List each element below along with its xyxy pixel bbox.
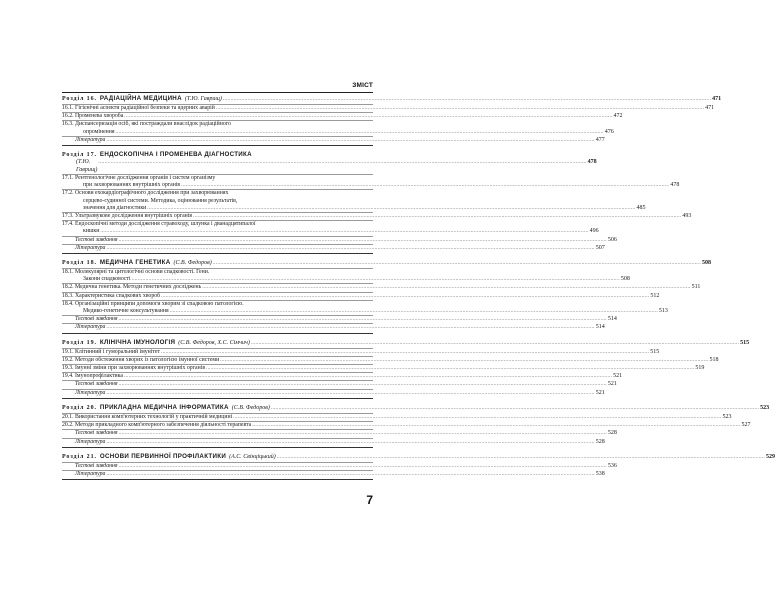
toc-entry[interactable] — [62, 104, 715, 112]
toc-entry[interactable] — [62, 189, 646, 212]
entry-body — [75, 113, 623, 120]
entry-number: 19.3. — [62, 365, 74, 372]
section-title: РАДІАЦІЙНА МЕДИЦИНА — [99, 95, 182, 102]
header-rule — [62, 92, 373, 93]
entry-text: Література — [75, 244, 106, 251]
section-author: (С.В. Федоров) — [231, 404, 270, 411]
entry-body — [75, 137, 605, 144]
entry-page: 513 — [658, 308, 668, 315]
entry-line — [75, 121, 614, 128]
section-page: 478 — [587, 159, 597, 166]
entry-text: Ультразвукове дослідження внутрішніх органів — [75, 213, 193, 220]
toc-extra-entry[interactable] — [62, 429, 617, 437]
entry-text: Тестові завдання — [75, 236, 118, 243]
dot-leader — [206, 365, 694, 372]
dot-leader — [251, 340, 739, 348]
entry-text: Медична генетика. Методи генетичних досліджень — [75, 284, 202, 291]
entry-page: 478 — [670, 182, 680, 189]
toc-entry[interactable] — [62, 112, 623, 120]
entry-body — [75, 221, 599, 235]
entry-page: 528 — [595, 438, 605, 445]
entry-number: 19.2. — [62, 356, 74, 363]
entry-text: Література — [75, 324, 106, 331]
section-author: (Т.Ю. Гаврищ) — [76, 159, 98, 173]
entry-text: Тестові завдання — [75, 316, 118, 323]
entry-body — [75, 301, 668, 315]
entry-line — [75, 293, 659, 300]
entry-text: Ендоскопічні методи дослідження стравоходу, шлунка і дванадцятипалої — [75, 221, 256, 228]
entry-text: Література — [75, 438, 106, 445]
toc-section — [62, 95, 722, 146]
entry-text: Закони спадковості — [83, 276, 131, 283]
entry-text: Методи обстеження хворих із патологією імунної системи — [75, 356, 220, 363]
dot-leader — [100, 228, 588, 235]
entry-line — [75, 205, 646, 212]
entry-page: 512 — [650, 292, 660, 299]
toc-entry[interactable] — [62, 174, 680, 189]
entry-line — [75, 175, 679, 182]
section-title: ПРИКЛАДНА МЕДИЧНА ІНФОРМАТИКА — [99, 403, 229, 411]
entry-body — [75, 213, 691, 220]
entry-text: Медико-генетичне консультування — [83, 308, 169, 315]
entry-page: 521 — [613, 373, 623, 380]
entry-body — [75, 390, 605, 397]
entry-line — [75, 237, 617, 244]
entry-text: Тестові завдання — [75, 381, 118, 388]
entry-number: 17.4. — [62, 221, 74, 228]
entry-number: 18.4. — [62, 300, 74, 307]
toc-extra-entry[interactable] — [62, 136, 605, 144]
entry-line — [75, 430, 617, 437]
dot-leader — [124, 373, 612, 380]
dot-leader — [106, 137, 594, 144]
entry-body — [75, 175, 679, 189]
entry-text: Рентгенологічне дослідження органів і систем організму — [75, 175, 216, 182]
entry-line — [75, 324, 605, 331]
section-number: Розділ 18. — [62, 260, 97, 267]
entry-line — [75, 221, 599, 228]
entry-number: 16.3. — [62, 121, 74, 128]
toc-extra-entry[interactable] — [62, 389, 605, 397]
entry-text: при захворюваннях внутрішніх органів — [83, 182, 181, 189]
section-number: Розділ 16. — [62, 96, 97, 102]
toc-entry[interactable] — [62, 268, 630, 283]
table-of-contents — [62, 95, 775, 485]
entry-page: 523 — [722, 413, 732, 420]
entry-line — [75, 113, 623, 120]
entry-body — [75, 349, 659, 356]
toc-entry[interactable] — [62, 120, 614, 135]
entry-line — [75, 463, 617, 470]
dot-leader — [233, 414, 721, 421]
entry-body — [75, 471, 605, 478]
toc-extra-entry[interactable] — [62, 380, 617, 388]
toc-entry[interactable] — [62, 348, 660, 356]
entry-text: Основи ехокардіографічного дослідження при захворюваннях — [75, 190, 229, 197]
entry-body — [75, 422, 751, 429]
section-number: Розділ 19. — [62, 339, 97, 346]
entry-page: 508 — [620, 276, 630, 283]
entry-body — [75, 373, 622, 380]
entry-page: 493 — [682, 213, 692, 220]
entry-page: 527 — [741, 422, 751, 429]
toc-entry[interactable] — [62, 283, 701, 291]
entry-page: 515 — [650, 348, 660, 355]
entry-number: 18.2. — [62, 284, 74, 291]
entry-page: 511 — [691, 284, 701, 291]
entry-body — [75, 324, 605, 331]
dot-leader — [161, 293, 649, 300]
dot-leader — [271, 405, 759, 413]
entry-line — [75, 245, 605, 252]
entry-line — [75, 269, 630, 276]
entry-body — [75, 105, 714, 112]
entry-number: 18.1. — [62, 269, 74, 276]
entry-number: 17.1. — [62, 175, 74, 182]
toc-extra-entry[interactable] — [62, 470, 605, 478]
dot-leader — [252, 422, 740, 429]
dot-leader — [106, 324, 594, 331]
dot-leader — [106, 390, 594, 397]
entry-body — [75, 284, 700, 291]
entry-number: 19.1. — [62, 348, 74, 355]
entry-body — [75, 357, 718, 364]
toc-entry[interactable] — [62, 292, 660, 300]
dot-leader — [220, 357, 708, 364]
entry-text: Література — [75, 389, 106, 396]
entry-text: Організаційні принципи допомоги хворим зі спадковою патологією. — [75, 300, 244, 307]
toc-extra-entry[interactable] — [62, 462, 617, 470]
entry-page: 536 — [607, 462, 617, 469]
dot-leader — [216, 105, 704, 112]
entry-line — [75, 316, 617, 323]
entry-page: 521 — [607, 381, 617, 388]
entry-line — [75, 381, 617, 388]
dot-leader — [193, 213, 681, 220]
entry-body — [75, 269, 630, 283]
entry-line — [75, 390, 605, 397]
toc-entry[interactable] — [62, 421, 751, 429]
section-title: ЕНДОСКОПІЧНА І ПРОМЕНЕВА ДІАГНОСТИКА — [99, 151, 252, 159]
entry-body — [75, 381, 617, 388]
entry-text: Тестові завдання — [75, 462, 118, 469]
entry-text: Гігієнічні аспекти радіаційної безпеки та ядерних аварій — [75, 105, 215, 111]
dot-leader — [106, 471, 594, 478]
entry-body — [75, 293, 659, 300]
entry-body — [75, 439, 605, 446]
dot-leader — [119, 463, 607, 470]
section-page: 523 — [760, 404, 770, 411]
entry-body — [75, 430, 617, 437]
toc-entry[interactable] — [62, 220, 599, 235]
section-heading[interactable] — [62, 452, 775, 462]
dot-leader — [223, 96, 711, 104]
section-author: (А.С. Свінціцький) — [229, 453, 276, 460]
page-number: 7 — [366, 493, 373, 507]
entry-page: 506 — [607, 236, 617, 243]
dot-leader — [170, 308, 658, 315]
section-author: (С.В. Федоров, Х.С. Сімчич) — [178, 339, 250, 346]
section-number: Розділ 21. — [62, 453, 97, 460]
toc-section — [62, 338, 750, 399]
entry-text: Променева хвороба — [75, 113, 124, 120]
section-title: МЕДИЧНА ГЕНЕТИКА — [99, 259, 171, 267]
section-title: ОСНОВИ ПЕРВИННОЇ ПРОФІЛАКТИКИ — [99, 452, 227, 460]
toc-extra-entry[interactable] — [62, 236, 617, 244]
entry-line — [75, 190, 646, 197]
entry-text: Література — [75, 470, 106, 477]
dot-leader — [213, 260, 701, 268]
dot-leader — [277, 454, 765, 462]
section-heading-continuation — [62, 159, 597, 174]
toc-extra-entry[interactable] — [62, 323, 605, 331]
entry-body — [75, 245, 605, 252]
entry-body — [75, 316, 617, 323]
entry-number: 19.4. — [62, 373, 74, 380]
dot-leader — [119, 237, 607, 244]
entry-line — [75, 213, 691, 220]
entry-text: Клітинний і гуморальний імунітет — [75, 348, 161, 355]
entry-text: опромінення — [83, 128, 115, 135]
entry-number: 17.3. — [62, 213, 74, 220]
entry-body — [75, 237, 617, 244]
dot-leader — [132, 276, 620, 283]
toc-entry[interactable] — [62, 356, 719, 364]
entry-page: 472 — [613, 113, 623, 120]
entry-text: кишки — [83, 228, 100, 235]
entry-number: 20.2. — [62, 422, 74, 429]
entry-line — [75, 276, 630, 283]
section-title: КЛІНІЧНА ІМУНОЛОГІЯ — [99, 338, 176, 346]
section-page: 529 — [765, 453, 775, 460]
entry-page: 476 — [604, 128, 614, 135]
section-heading[interactable] — [62, 338, 750, 348]
section-heading[interactable] — [62, 403, 770, 413]
entry-line — [75, 373, 622, 380]
entry-body — [75, 121, 614, 135]
dot-leader — [119, 316, 607, 323]
toc-entry[interactable] — [62, 364, 705, 372]
dot-leader — [181, 182, 669, 189]
entry-line — [75, 129, 614, 136]
toc-section — [62, 259, 711, 334]
toc-section — [62, 151, 692, 254]
entry-body — [75, 463, 617, 470]
entry-line — [75, 349, 659, 356]
section-heading[interactable] — [62, 259, 711, 268]
entry-number: 17.2. — [62, 190, 74, 197]
section-number: Розділ 17. — [62, 152, 97, 159]
entry-page: 514 — [595, 324, 605, 331]
dot-leader — [116, 129, 604, 136]
dot-leader — [202, 284, 690, 291]
entry-page: 471 — [705, 105, 715, 111]
dot-leader — [119, 430, 607, 437]
section-heading[interactable] — [62, 151, 373, 159]
entry-text: значення для діагностики — [83, 204, 147, 211]
entry-number: 16.1. — [62, 105, 74, 111]
section-heading[interactable] — [62, 95, 722, 104]
section-page: 515 — [740, 339, 750, 346]
entry-page: 518 — [709, 356, 719, 363]
entry-text: Диспансеризація осіб, які постраждали внаслідок радіаційного — [75, 121, 231, 128]
toc-extra-entry[interactable] — [62, 315, 617, 323]
toc-extra-entry[interactable] — [62, 244, 605, 252]
section-author: (С.В. Федоров) — [173, 260, 212, 267]
entry-number: 20.1. — [62, 413, 74, 420]
dot-leader — [106, 439, 594, 446]
entry-line — [75, 105, 714, 112]
entry-line — [75, 471, 605, 478]
entry-line — [75, 439, 605, 446]
dot-leader — [98, 159, 586, 167]
dot-leader — [106, 245, 594, 252]
entry-page: 514 — [607, 316, 617, 323]
entry-body — [75, 365, 704, 372]
entry-page: 496 — [589, 228, 599, 235]
toc-entry[interactable] — [62, 372, 623, 380]
entry-line — [75, 137, 605, 144]
entry-page: 477 — [595, 136, 605, 143]
entry-page: 485 — [636, 204, 646, 211]
entry-number: 16.2. — [62, 113, 74, 120]
entry-line — [75, 301, 668, 308]
entry-page: 528 — [607, 430, 617, 437]
entry-line — [75, 182, 679, 189]
dot-leader — [119, 381, 607, 388]
entry-line — [75, 422, 751, 429]
entry-text: Тестові завдання — [75, 430, 118, 437]
entry-line — [75, 228, 599, 235]
entry-line — [75, 365, 704, 372]
entry-page: 538 — [595, 470, 605, 477]
entry-text: Характеристика спадкових хвороб — [75, 292, 161, 299]
section-page: 471 — [712, 96, 722, 102]
section-page: 508 — [701, 260, 711, 267]
section-author: (Т.Ю. Гаврищ) — [184, 96, 222, 102]
entry-text: Імунні зміни при захворюваннях внутрішніх органів — [75, 365, 206, 372]
toc-section — [62, 452, 775, 480]
entry-text: Використання комп'ютерних технологій у практичній медицині — [75, 413, 233, 420]
entry-text: Методи прикладного комп'ютерного забезпечення діяльності терапевта — [75, 422, 252, 429]
entry-text: серцево-судинної системи. Методика, оцінювання результатів, — [83, 197, 238, 204]
running-header-title: ЗМІСТ — [352, 82, 373, 89]
entry-body — [75, 414, 731, 421]
toc-section — [62, 403, 770, 448]
entry-number: 18.3. — [62, 292, 74, 299]
dot-leader — [124, 113, 612, 120]
entry-line — [75, 414, 731, 421]
dot-leader — [161, 349, 649, 356]
toc-entry[interactable] — [62, 212, 692, 220]
entry-body — [75, 190, 646, 212]
entry-line — [75, 284, 700, 291]
section-number: Розділ 20. — [62, 404, 97, 411]
toc-entry[interactable] — [62, 300, 668, 315]
dot-leader — [147, 205, 635, 212]
entry-text: Література — [75, 136, 106, 143]
toc-extra-entry[interactable] — [62, 438, 605, 446]
entry-text: Молекулярні та цитологічні основи спадковості. Гени. — [75, 269, 210, 276]
entry-page: 521 — [595, 389, 605, 396]
entry-line — [75, 308, 668, 315]
entry-page: 519 — [695, 365, 705, 372]
entry-line — [75, 198, 646, 205]
entry-page: 507 — [595, 244, 605, 251]
entry-text: Імунопрофілактика — [75, 373, 123, 380]
entry-line — [75, 357, 718, 364]
toc-entry[interactable] — [62, 413, 732, 421]
